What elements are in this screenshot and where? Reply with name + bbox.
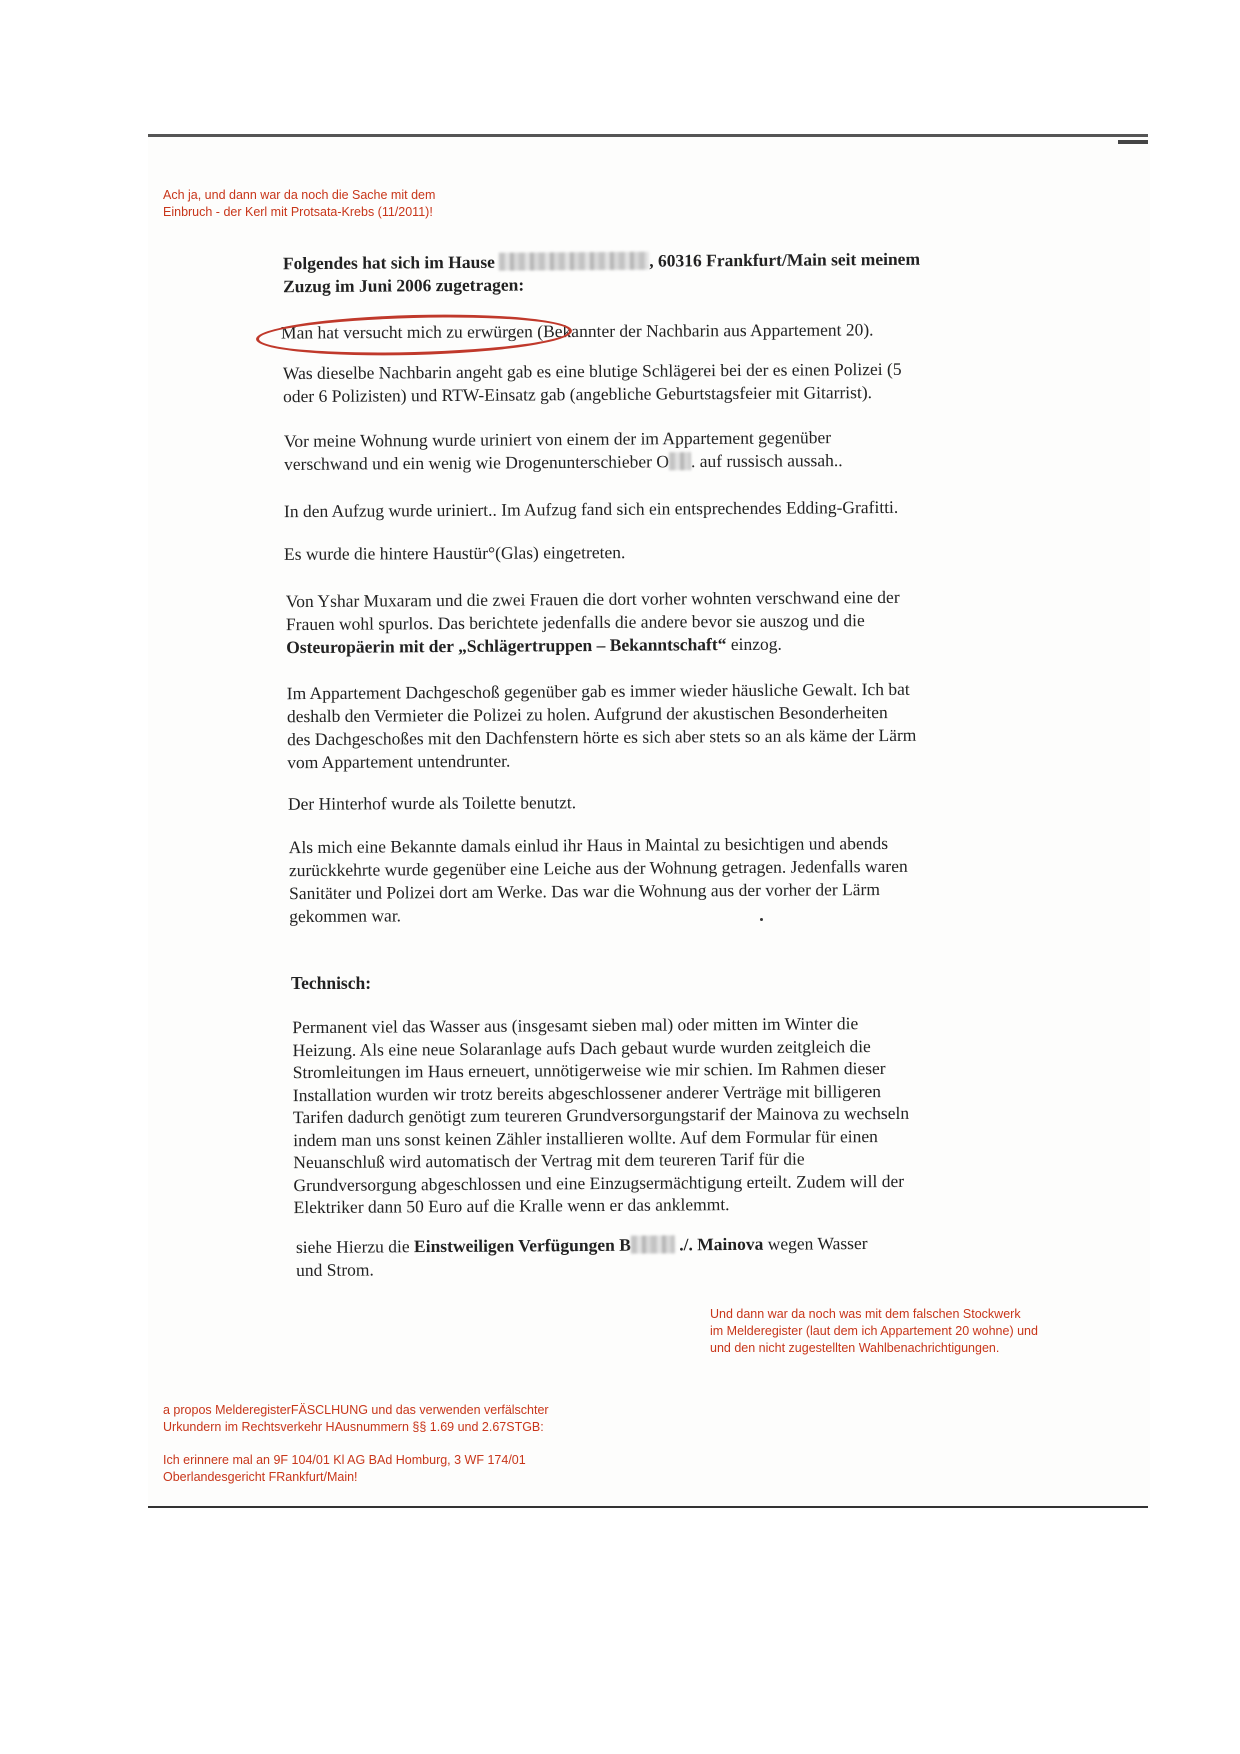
red-note-right: Und dann war da noch was mit dem falschen Stockwerk im Melderegister (laut dem ich Appartement 20 wohne) und und den nicht zugestellten Wahlbenachrichtigungen. xyxy=(710,1307,1038,1355)
paragraph-3-line-2: verschwand und ein wenig wie Drogenunterschieber O . auf russisch aussah.. xyxy=(284,450,843,474)
paragraph-9: Als mich eine Bekannte damals einlud ihr Haus in Maintal zu besichtigen und abends zurückkehrte wurde gegenüber eine Leiche aus der Wohnung getragen. Jedenfalls waren Sanitäter und Polizei dort am Werke. Das war die Wohnung aus der vorher der Lärm gekommen war. xyxy=(288,832,908,927)
red-note-top xyxy=(163,187,435,221)
paragraph-3: Vor meine Wohnung wurde uriniert von einem der im Appartement gegenüber verschwand und ein wenig wie Drogenunterschieber O . auf russisch aussah.. xyxy=(283,427,843,474)
red-note-bottom-b: Ich erinnere mal an 9F 104/01 Kl AG BAd Homburg, 3 WF 174/01 Oberlandesgericht FRankfurt/Main! xyxy=(163,1453,526,1484)
top-border-line xyxy=(148,134,1148,137)
heading-line-1: Folgendes hat sich im Hause , 60316 Frankfurt/Main seit meinem xyxy=(282,248,921,274)
red-note-top-line: Ach ja, und dann war da noch die Sache mit dem xyxy=(163,188,436,202)
paragraph-7: Im Appartement Dachgeschoß gegenüber gab es immer wieder häusliche Gewalt. Ich bat deshalb den Vermieter die Polizei zu holen. Aufgrund der akustischen Besonderheiten des Dachgeschoßes mit den Dachfenstern hörte es sich aber stets so an als käme der Lärm vom Appartement untendrunter. xyxy=(286,678,917,773)
heading-line-2: Zuzug im Juni 2006 zugetragen: xyxy=(283,274,525,297)
bottom-border-line xyxy=(148,1506,1148,1508)
top-border-mark xyxy=(1118,140,1148,144)
paragraph-11-line-1: siehe Hierzu die Einstweiligen Verfügungen B ./. Mainova wegen Wasser xyxy=(295,1233,868,1257)
paragraph-8: Der Hinterhof wurde als Toilette benutzt. xyxy=(287,792,577,814)
redacted-name xyxy=(631,1235,675,1253)
paragraph-2: Was dieselbe Nachbarin angeht gab es eine blutige Schlägerei bei der es einen Polizei (5 oder 6 Polizisten) und RTW-Einsatz gab (angebliche Geburtstagsfeier mit Gitarrist). xyxy=(282,358,902,407)
letter-heading xyxy=(283,248,920,298)
red-note-bottom-a: a propos MelderegisterFÄSCLHUNG und das verwenden verfälschter Urkundern im Rechtsverkehr HAusnummern §§ 1.69 und 2.67STGB: xyxy=(163,1403,549,1434)
redacted-address xyxy=(499,252,649,271)
section-heading-technisch: Technisch: xyxy=(291,973,372,993)
paragraph-5: Es wurde die hintere Haustür°(Glas) eingetreten. xyxy=(283,542,626,564)
paragraph-6: Von Yshar Muxaram und die zwei Frauen die dort vorher wohnten verschwand eine der Frauen wohl spurlos. Das berichtete jedenfalls die andere bevor sie auszog und die Osteuropäerin mit der „Schlägertruppen – Bekanntschaft“ einzog. xyxy=(285,586,900,658)
redacted-name xyxy=(669,452,691,470)
paragraph-1: Man hat versucht mich zu erwürgen (Bekannter der Nachbarin aus Appartement 20). xyxy=(280,319,874,343)
speck xyxy=(760,918,763,921)
paragraph-4: In den Aufzug wurde uriniert.. Im Aufzug fand sich ein entsprechendes Edding-Grafitti. xyxy=(283,496,899,522)
red-note-top-line: Einbruch - der Kerl mit Protsata-Krebs (11/2011)! xyxy=(163,205,433,219)
circled-text: Man hat versucht mich zu erwürgen xyxy=(280,321,533,343)
paragraph-10: Permanent viel das Wasser aus (insgesamt sieben mal) oder mitten im Winter die Heizung. Als eine neue Solaranlage aufs Dach gebaut wurde wurden zeitgleich die Stromleitungen im Haus erneuert, unnötigerweise wie mir schien. Im Rahmen dieser Installation wurden wir trotz bereits abgeschlossener anderer Verträge mit billigeren Tarifen dadurch genötigt zum teureren Grundversorgungstarif der Mainova zu wechseln indem man uns sonst keinen Zähler installieren wollte. Auf dem Formular für einen Neuanschluß wird automatisch der Vertrag mit dem teureren Tarif für die Grundversorgung abgeschlossen und eine Einzugsermächtigung erteilt. Zudem will der Elektriker dann 50 Euro auf die Kralle wenn er das anklemmt. xyxy=(292,1013,910,1218)
paragraph-6-line-3: Osteuropäerin mit der „Schlägertruppen – Bekanntschaft“ einzog. xyxy=(286,633,782,658)
paragraph-11: siehe Hierzu die Einstweiligen Verfügungen B ./. Mainova wegen Wasser und Strom. xyxy=(295,1233,868,1280)
